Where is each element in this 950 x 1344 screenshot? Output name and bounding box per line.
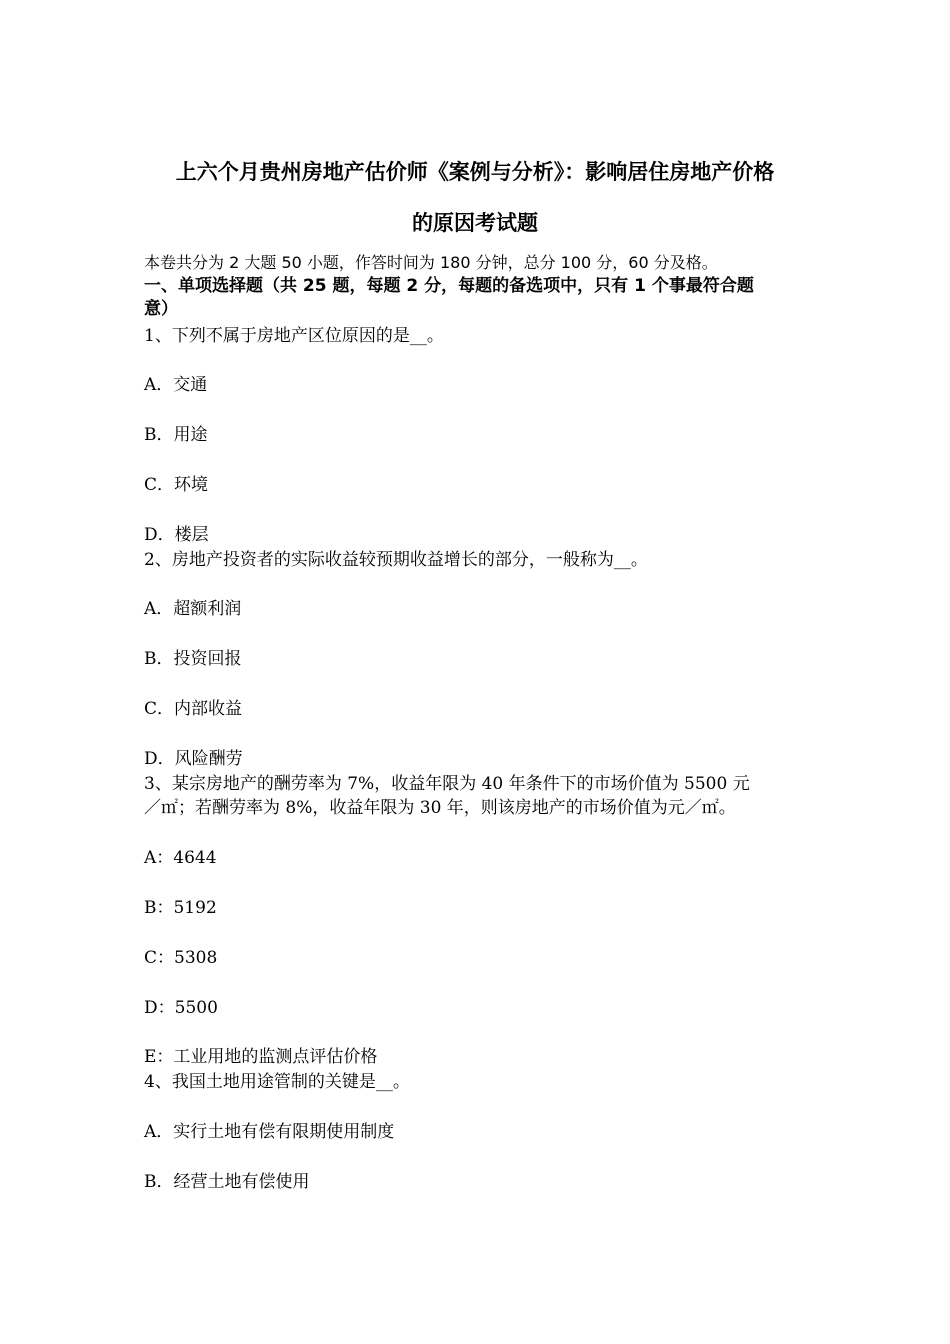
question-2-option-c: C．内部收益 (144, 699, 243, 719)
question-1-option-c: C．环境 (144, 475, 209, 495)
question-3-stem-line-1: 3、某宗房地产的酬劳率为 7%，收益年限为 40 年条件下的市场价值为 5500 元 (144, 774, 750, 794)
question-1-option-d: D．楼层 (144, 525, 209, 545)
question-4-option-b: B．经营土地有偿使用 (144, 1172, 310, 1192)
question-2-option-b: B．投资回报 (144, 649, 242, 669)
question-4-stem: 4、我国土地用途管制的关键是__。 (144, 1072, 410, 1092)
question-3-option-a: A：4644 (144, 848, 217, 868)
question-4-option-a: A．实行土地有偿有限期使用制度 (144, 1122, 395, 1142)
question-2-option-a: A．超额利润 (144, 599, 242, 619)
exam-intro: 本卷共分为 2 大题 50 小题，作答时间为 180 分钟，总分 100 分，60 分及格。 (144, 253, 718, 272)
section-heading-line-1: 一、单项选择题（共 25 题，每题 2 分，每题的备选项中，只有 1 个事最符合题 (144, 276, 754, 296)
question-3-option-e: E：工业用地的监测点评估价格 (144, 1047, 378, 1067)
question-1-option-b: B．用途 (144, 425, 208, 445)
question-3-option-c: C：5308 (144, 948, 218, 968)
question-3-stem-line-2: ／㎡；若酬劳率为 8%，收益年限为 30 年，则该房地产的市场价值为元／㎡。 (144, 798, 736, 818)
question-2-stem: 2、房地产投资者的实际收益较预期收益增长的部分，一般称为__。 (144, 550, 648, 570)
question-3-option-b: B：5192 (144, 898, 217, 918)
section-heading-line-2: 意） (144, 299, 178, 319)
document-title-line-1: 上六个月贵州房地产估价师《案例与分析》：影响居住房地产价格 (175, 160, 775, 184)
document-title-line-2: 的原因考试题 (412, 211, 538, 235)
question-3-option-d: D：5500 (144, 998, 218, 1018)
question-2-option-d: D．风险酬劳 (144, 749, 243, 769)
question-1-stem: 1、下列不属于房地产区位原因的是__。 (144, 326, 444, 346)
question-1-option-a: A．交通 (144, 375, 208, 395)
